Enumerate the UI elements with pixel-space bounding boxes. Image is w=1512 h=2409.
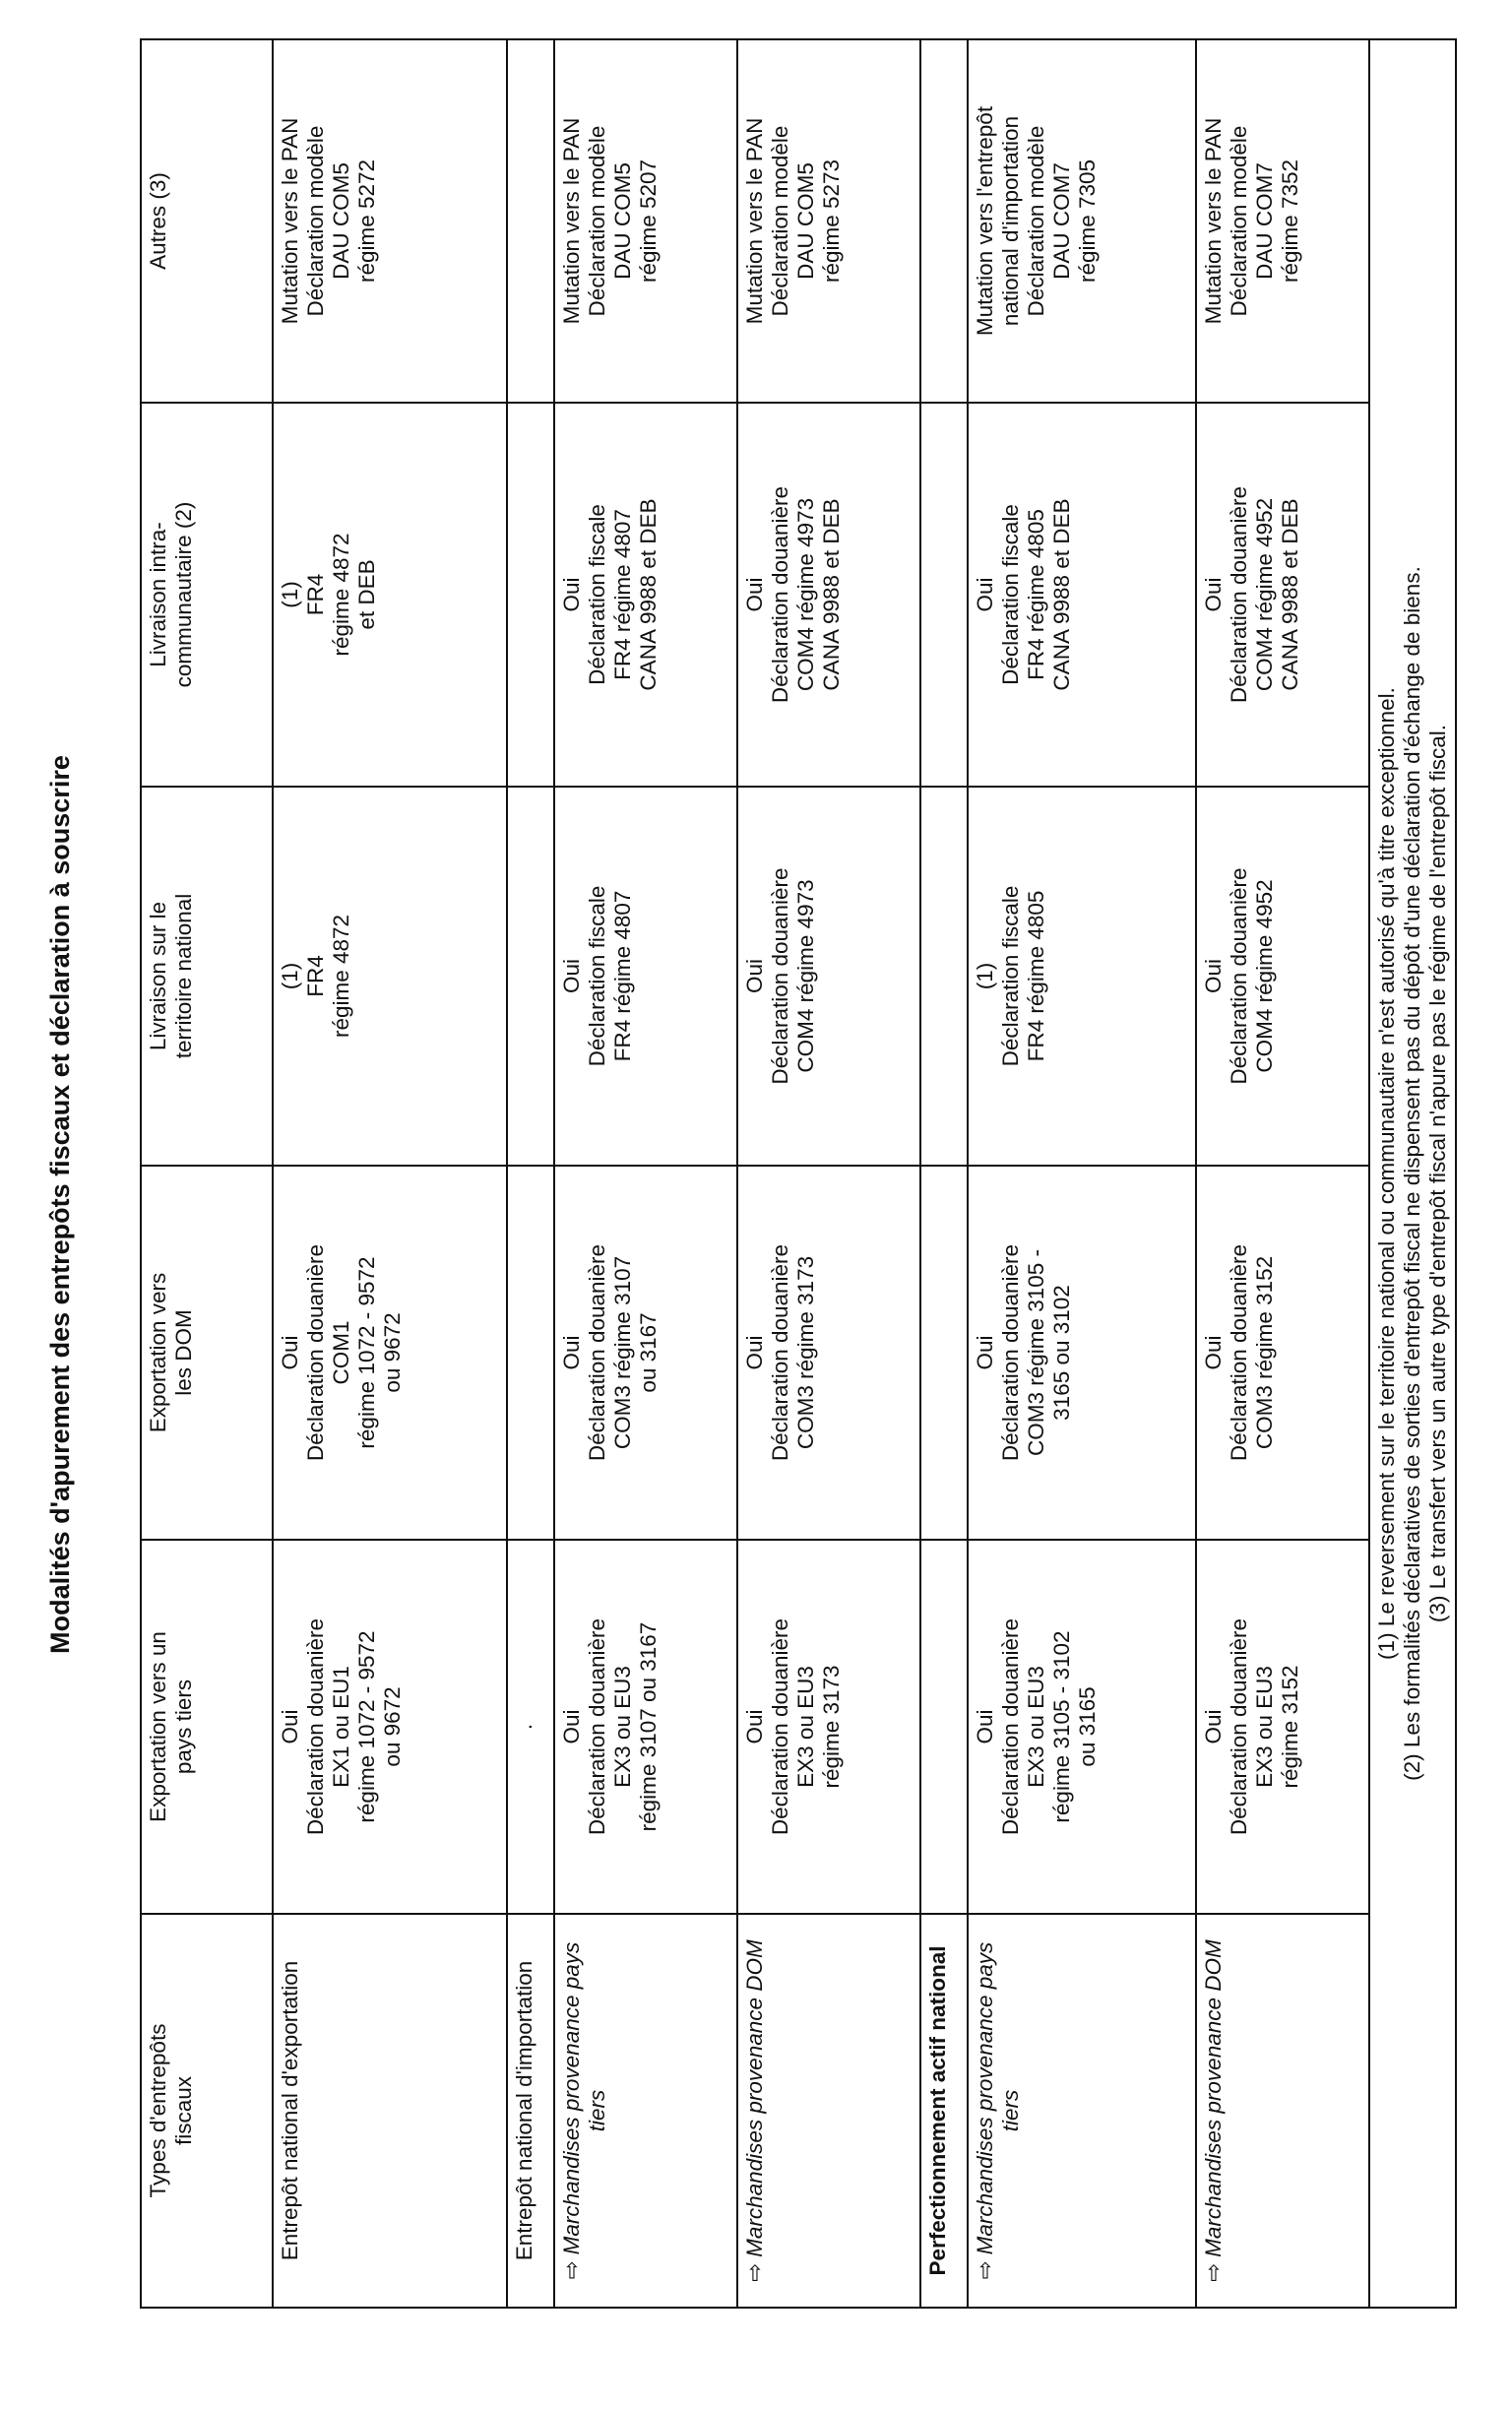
header-autres: Autres (3) [141,39,273,403]
livraison-intra-cell: Oui Déclaration douanière COM4 régime 4973 CANA 9988 et DEB [737,403,920,787]
header-types: Types d'entrepôts fiscaux [141,1914,273,2308]
row-type-cell: ⇨Marchandises provenance pays tiers [968,1914,1196,2308]
arrow-icon: ⇨ [559,2260,584,2280]
export-dom-cell: Oui Déclaration douanière COM3 régime 3152 [1196,1166,1369,1540]
section-filler [507,39,554,403]
section-filler [920,1166,968,1540]
arrow-icon: ⇨ [742,2262,767,2282]
header-livraison-national: Livraison sur le territoire national [141,787,273,1166]
header-export-tiers: Exportation vers un pays tiers [141,1540,273,1914]
header-livraison-intra: Livraison intra- communautaire (2) [141,403,273,787]
export-tiers-cell: Oui Déclaration douanière EX1 ou EU1 régime 1072 - 9572 ou 9672 [273,1540,507,1914]
livraison-national-cell: Oui Déclaration douanière COM4 régime 4952 [1196,787,1369,1166]
section-filler [507,1166,554,1540]
section-filler [920,1540,968,1914]
row-type-cell: Entrepôt national d'exportation [273,1914,507,2308]
autres-cell: Mutation vers l'entrepôt national d'importation Déclaration modèle DAU COM7 régime 7305 [968,39,1196,403]
row-type-cell: ⇨Marchandises provenance pays tiers [554,1914,737,2308]
section-title: Entrepôt national d'importation [507,1914,554,2308]
export-tiers-cell: Oui Déclaration douanière EX3 ou EU3 régime 3173 [737,1540,920,1914]
row-type-cell: ⇨Marchandises provenance DOM [1196,1914,1369,2308]
section-filler [920,39,968,403]
livraison-national-cell: (1) Déclaration fiscale FR4 régime 4805 [968,787,1196,1166]
table-row [737,39,920,2308]
export-tiers-cell: Oui Déclaration douanière EX3 ou EU3 régime 3152 [1196,1540,1369,1914]
footnote: (2) Les formalités déclaratives de sorties d'entrepôt fiscal ne dispensent pas du dépôt d'une déclaration d'échange de biens. [1400,566,1424,1781]
export-dom-cell: Oui Déclaration douanière COM1 régime 1072 - 9572 ou 9672 [273,1166,507,1540]
livraison-national-cell: Oui Déclaration fiscale FR4 régime 4807 [554,787,737,1166]
table-row [968,39,1196,2308]
livraison-national-cell: Oui Déclaration douanière COM4 régime 4973 [737,787,920,1166]
section-title: Perfectionnement actif national [920,1914,968,2308]
header-row [141,39,273,2308]
autres-cell: Mutation vers le PAN Déclaration modèle DAU COM7 régime 7352 [1196,39,1369,403]
section-row [920,39,968,2308]
row-type-cell: ⇨Marchandises provenance DOM [737,1914,920,2308]
header-export-dom: Exportation vers les DOM [141,1166,273,1540]
page-title: Modalités d'apurement des entrepôts fiscaux et déclaration à souscrire [45,755,75,1654]
section-mark: . [507,1540,554,1914]
section-filler [507,403,554,787]
livraison-intra-cell: Oui Déclaration fiscale FR4 régime 4807 CANA 9988 et DEB [554,403,737,787]
livraison-intra-cell: Oui Déclaration fiscale FR4 régime 4805 CANA 9988 et DEB [968,403,1196,787]
section-row [507,39,554,2308]
export-dom-cell: Oui Déclaration douanière COM3 régime 3105 - 3165 ou 3102 [968,1166,1196,1540]
export-tiers-cell: Oui Déclaration douanière EX3 ou EU3 régime 3107 ou 3167 [554,1540,737,1914]
table-row [1196,39,1369,2308]
export-dom-cell: Oui Déclaration douanière COM3 régime 3107 ou 3167 [554,1166,737,1540]
section-filler [920,403,968,787]
notes-row [1369,39,1456,2308]
autres-cell: Mutation vers le PAN Déclaration modèle DAU COM5 régime 5273 [737,39,920,403]
livraison-national-cell: (1) FR4 régime 4872 [273,787,507,1166]
section-filler [920,787,968,1166]
regime-table [140,38,1457,2309]
livraison-intra-cell: Oui Déclaration douanière COM4 régime 4952 CANA 9988 et DEB [1196,403,1369,787]
footnote: (3) Le transfert vers un autre type d'entrepôt fiscal n'apure pas le régime de l'entrepôt fiscal. [1425,724,1450,1623]
autres-cell: Mutation vers le PAN Déclaration modèle DAU COM5 régime 5272 [273,39,507,403]
livraison-intra-cell: (1) FR4 régime 4872 et DEB [273,403,507,787]
footnotes [1369,39,1456,2308]
export-tiers-cell: Oui Déclaration douanière EX3 ou EU3 régime 3105 - 3102 ou 3165 [968,1540,1196,1914]
table-row [554,39,737,2308]
autres-cell: Mutation vers le PAN Déclaration modèle DAU COM5 régime 5207 [554,39,737,403]
export-dom-cell: Oui Déclaration douanière COM3 régime 3173 [737,1166,920,1540]
arrow-icon: ⇨ [973,2260,997,2280]
section-filler [507,787,554,1166]
table-row [273,39,507,2308]
arrow-icon: ⇨ [1201,2262,1226,2282]
footnote: (1) Le reversement sur le territoire national ou communautaire n'est autorisé qu'à titre exceptionnel. [1374,687,1399,1660]
